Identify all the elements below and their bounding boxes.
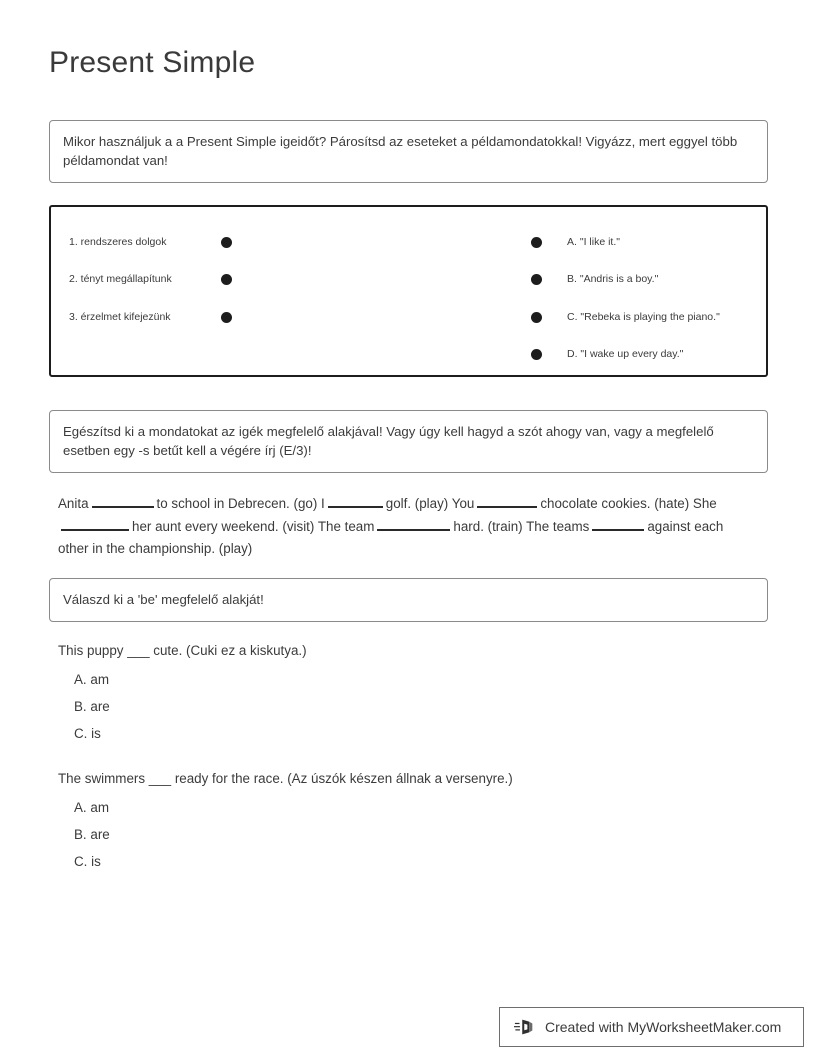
footer-attribution-text: Created with MyWorksheetMaker.com (545, 1019, 782, 1035)
fill-in-blank-train[interactable] (377, 515, 450, 531)
bullet-icon[interactable] (221, 312, 232, 323)
instruction-box-matching (49, 120, 768, 183)
bullet-icon[interactable] (531, 312, 542, 323)
option-c[interactable]: C. is (74, 726, 101, 741)
instruction-text-matching: Mikor használjuk a a Present Simple igeidőt? Párosítsd az eseteket a példamondatokkal! Vigyázz, mert eggyel több példamondat van! (63, 134, 738, 168)
matching-exercise-box (49, 205, 768, 377)
option-b[interactable]: B. are (74, 699, 110, 714)
bullet-icon[interactable] (221, 237, 232, 248)
fill-in-blank-visit[interactable] (61, 515, 129, 531)
matching-right-label: A. "I like it." (567, 236, 620, 248)
instruction-text-fill-in: Egészítsd ki a mondatokat az igék megfelelő alakjával! Vagy úgy kell hagyd a szót ahogy van, vagy a megfelelő esetben egy -s betűt kell a végére írj (E/3)! (63, 424, 714, 458)
bullet-icon[interactable] (531, 349, 542, 360)
option-c[interactable]: C. is (74, 854, 101, 869)
fill-in-segment: golf. (play) You (385, 496, 475, 511)
fill-in-blank-play[interactable] (328, 492, 383, 508)
fill-in-blank-play-2[interactable] (592, 515, 644, 531)
option-a[interactable]: A. am (74, 672, 109, 687)
matching-right-item[interactable] (531, 346, 683, 362)
matching-right-item[interactable] (531, 234, 620, 250)
matching-left-item[interactable] (69, 271, 232, 287)
bullet-icon[interactable] (221, 274, 232, 285)
page-title: Present Simple (49, 46, 256, 79)
matching-right-label: C. "Rebeka is playing the piano." (567, 311, 720, 323)
matching-left-item[interactable] (69, 234, 232, 250)
matching-right-item[interactable] (531, 271, 658, 287)
matching-left-label: 3. érzelmet kifejezünk (69, 311, 171, 323)
option-a[interactable]: A. am (74, 800, 109, 815)
matching-right-label: B. "Andris is a boy." (567, 273, 659, 285)
fill-in-paragraph (58, 492, 752, 560)
instruction-box-fill-in (49, 410, 768, 473)
fill-in-segment: to school in Debrecen. (go) I (156, 496, 325, 511)
fill-in-segment: chocolate cookies. (hate) She (540, 496, 717, 511)
bullet-icon[interactable] (531, 237, 542, 248)
footer-attribution-badge[interactable] (499, 1007, 804, 1047)
question-text: The swimmers ___ ready for the race. (Az úszók készen állnak a versenyre.) (58, 771, 513, 786)
instruction-text-multiple-choice: Válaszd ki a 'be' megfelelő alakját! (63, 592, 264, 607)
matching-left-item[interactable] (69, 309, 232, 325)
fill-in-segment: Anita (58, 496, 89, 511)
fill-in-segment: against each other in the championship. (play) (58, 519, 724, 556)
matching-left-label: 2. tényt megállapítunk (69, 273, 172, 285)
fill-in-segment: her aunt every weekend. (visit) The team (132, 519, 375, 534)
matching-left-label: 1. rendszeres dolgok (69, 236, 167, 248)
fill-in-blank-go[interactable] (92, 492, 154, 508)
multiple-choice-question-2 (58, 769, 758, 879)
matching-right-label: D. "I wake up every day." (567, 348, 684, 360)
question-text: This puppy ___ cute. (Cuki ez a kiskutya.) (58, 643, 307, 658)
worksheet-maker-logo-icon (514, 1016, 536, 1038)
bullet-icon[interactable] (531, 274, 542, 285)
multiple-choice-question-1 (58, 641, 758, 751)
matching-right-item[interactable] (531, 309, 720, 325)
fill-in-segment: hard. (train) The teams (453, 519, 590, 534)
option-b[interactable]: B. are (74, 827, 110, 842)
instruction-box-multiple-choice (49, 578, 768, 622)
fill-in-blank-hate[interactable] (477, 492, 537, 508)
